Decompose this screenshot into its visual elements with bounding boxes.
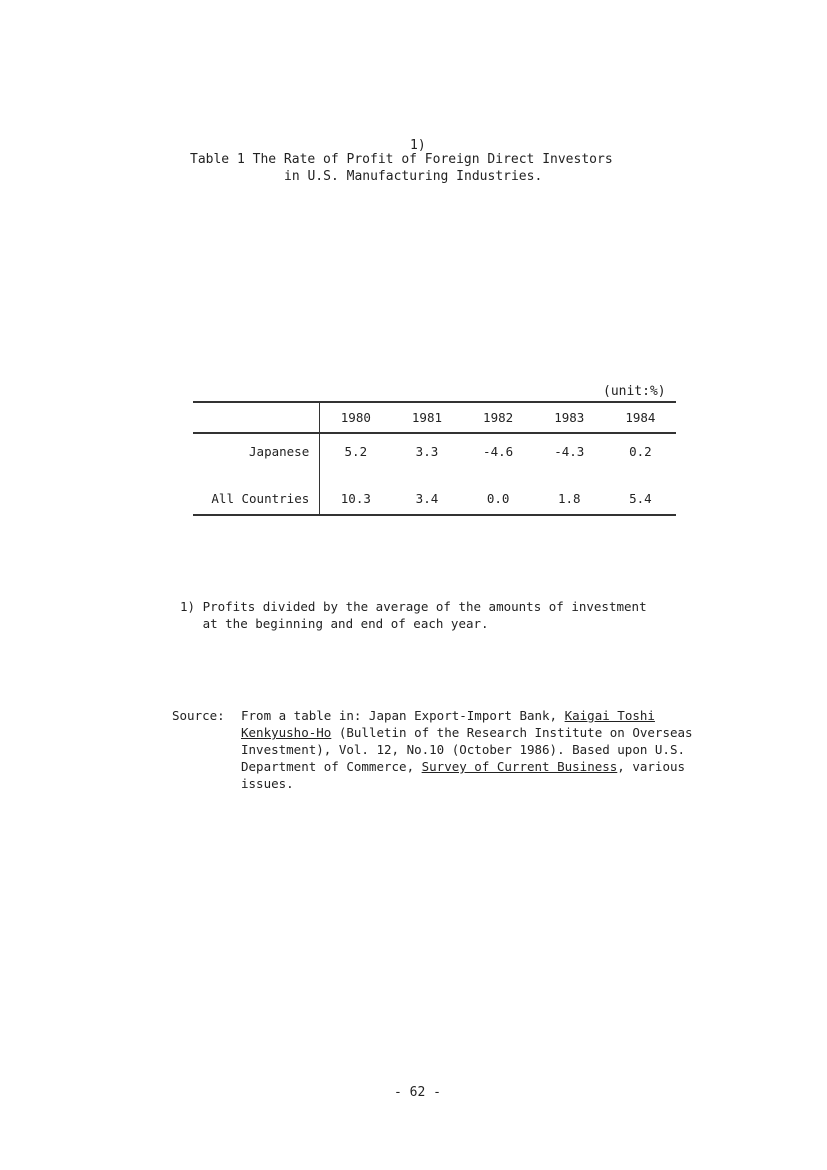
source-title-survey: Survey of Current Business (421, 759, 618, 774)
year-header: 1981 (391, 402, 462, 433)
table-cell: 3.3 (415, 444, 439, 459)
source-title-kenkyusho: Kenkyusho-Ho (241, 725, 332, 740)
source-line1 (241, 707, 761, 724)
year-header: 1980 (320, 402, 392, 433)
table-cell: 10.3 (340, 491, 371, 506)
profit-rate-table (193, 401, 676, 516)
row-label: All Countries (193, 469, 320, 515)
table-cell: 0.2 (629, 444, 652, 459)
title-footnote-marker: 1) (410, 138, 426, 153)
year-header: 1984 (605, 402, 676, 433)
source-title-kaigai: Kaigai Toshi (564, 708, 655, 723)
source-text-part: Department of Commerce, (241, 759, 422, 774)
footnote-line1: 1) Profits divided by the average of the amounts of investment (180, 599, 647, 614)
header-stub (193, 402, 320, 433)
source-text-part: From a table in: Japan Export-Import Bank, (241, 708, 565, 723)
table-cell: 3.4 (415, 491, 439, 506)
source-line2 (241, 724, 761, 741)
source-text-part: , various (617, 759, 686, 774)
table-cell: -4.3 (554, 444, 585, 459)
table-row (193, 433, 676, 469)
table-cell: 1.8 (557, 491, 581, 506)
table-cell: 5.4 (629, 491, 652, 506)
source-text-part: (Bulletin of the Research Institute on Overseas (331, 725, 693, 740)
table-row (193, 469, 676, 515)
table-title-line1: Table 1 The Rate of Profit of Foreign Direct Investors (190, 152, 613, 167)
table-cell: 5.2 (344, 444, 368, 459)
source-line3: Investment), Vol. 12, No.10 (October 1986). Based upon U.S. (241, 742, 686, 757)
row-label: Japanese (193, 433, 320, 469)
source-text (241, 707, 761, 792)
source-label: Source: (172, 708, 225, 723)
source-line5: issues. (241, 776, 294, 791)
table-header-row (193, 402, 676, 433)
page-number: - 62 - (394, 1085, 441, 1100)
year-header: 1982 (463, 402, 534, 433)
footnote-line2: at the beginning and end of each year. (180, 616, 489, 631)
table-cell: -4.6 (483, 444, 514, 459)
source-line4 (241, 758, 761, 775)
table-title-line2: in U.S. Manufacturing Industries. (284, 169, 543, 184)
footnote (180, 598, 647, 632)
table-cell: 0.0 (486, 491, 510, 506)
unit-label: (unit:%) (603, 384, 666, 399)
year-header: 1983 (534, 402, 605, 433)
